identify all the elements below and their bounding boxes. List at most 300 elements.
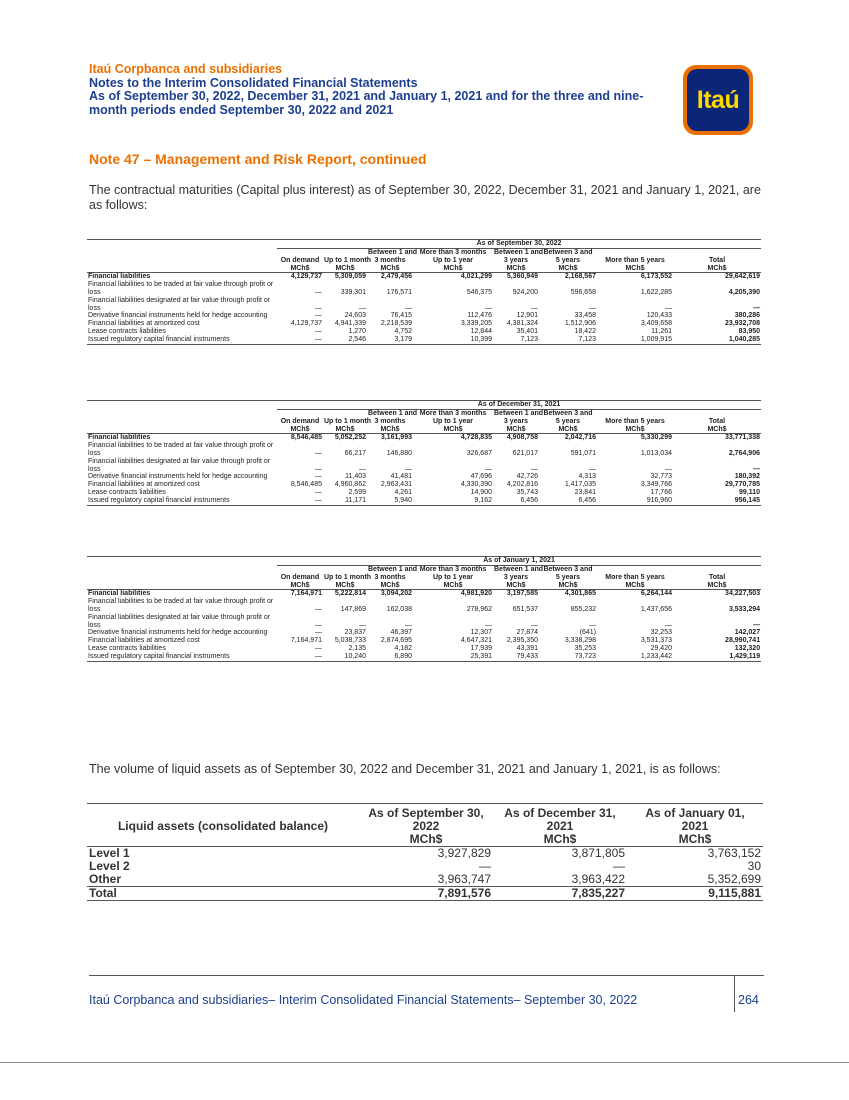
document-header [89,63,643,117]
unit-label: MCh$ [323,426,367,434]
row-label: Level 2 [89,859,130,873]
table-row [87,297,761,313]
row-value: 5,309,059 [334,273,366,281]
row-value: 35,743 [516,488,538,496]
row-value: 1,009,915 [597,336,673,344]
unit-label: MCh$ [493,265,539,273]
row-value: 4,981,920 [460,590,492,598]
row-value: 3,963,422 [571,872,625,886]
column-header: Up to 1 year [432,417,474,425]
row-value: — [479,859,491,873]
itau-logo [683,65,753,135]
liquid-assets-intro: The volume of liquid assets as of September 30, 2022 and December 31, 2021 and January 1, 2021, is as follows: [89,762,721,776]
column-header-row [87,257,761,265]
column-header [673,410,761,418]
row-value: 3,871,805 [571,846,625,860]
table-row [87,458,761,474]
row-value: 29,642,619 [725,273,761,281]
row-value: 35,253 [574,644,596,652]
row-value: 3,179 [367,336,413,344]
row-value: 6,173,552 [640,273,672,281]
table-caption-row [87,401,761,410]
column-header: More than 5 years [605,417,665,425]
row-value: 546,375 [466,288,492,296]
column-header: Between 1 and [368,566,418,573]
row-value: — [665,465,672,473]
column-header: Between 1 and [494,249,544,256]
unit-sep: MCh$ [359,833,493,847]
row-value: 3,963,747 [437,872,491,886]
row-value: 7,835,227 [493,887,627,901]
table-row [87,653,761,661]
row-label: Derivative financial instruments held for hedge accounting [88,312,268,320]
row-value: 5,352,699 [707,872,761,886]
row-value: 1,013,034 [640,449,672,457]
row-label: Derivative financial instruments held for hedge accounting [88,473,268,481]
row-value: — [485,304,492,312]
row-value: 3,531,373 [640,637,672,645]
column-header: 5 years [555,256,581,264]
row-label: Financial liabilities [88,434,151,442]
footer-divider [89,975,764,976]
table-row [87,489,761,497]
row-value: 5,038,733 [334,637,366,645]
caption-spacer [87,557,277,566]
row-value: 12,307 [470,629,492,637]
unit-spacer [87,426,277,434]
row-value: — [405,621,412,629]
row-value: 380,286 [734,312,761,320]
row-value: 23,841 [574,488,596,496]
row-label: Financial liabilities designated at fair value through profit or loss [88,296,271,312]
year-sep: 2022 [412,819,440,833]
row-value: 591,071 [570,449,596,457]
row-value: 2,395,350 [506,637,538,645]
column-header [323,410,367,418]
table-total-row [87,434,761,442]
company-name: Itaú Corpbanca and subsidiaries [89,62,283,76]
unit-jan: MCh$ [627,833,763,847]
table-total-row [87,273,761,281]
row-value: 1,429,119 [673,653,761,661]
row-value: — [665,304,672,312]
row-value: 14,900 [470,488,492,496]
column-header [673,249,761,257]
column-header: 5 years [555,417,581,425]
unit-label: MCh$ [539,265,597,273]
row-label: Financial liabilities designated at fair value through profit or loss [88,613,271,629]
row-value: 4,381,324 [506,320,538,328]
unit-label: MCh$ [539,426,597,434]
row-value: 916,960 [597,497,673,505]
row-value: 278,962 [466,605,492,613]
column-header: Total [708,417,726,425]
unit-label: MCh$ [493,582,539,590]
column-header: Between 3 and [543,566,593,573]
row-value: 7,891,576 [359,887,493,901]
row-value: 112,476 [467,312,492,320]
row-value: — [315,465,322,473]
unit-label: MCh$ [323,265,367,273]
row-value: 132,320 [734,644,761,652]
unit-label: MCh$ [673,582,761,590]
column-header: Up to 1 month [324,573,372,581]
row-value: 32,773 [650,473,672,481]
row-label: Financial liabilities to be traded at fair value through profit or loss [88,598,274,613]
liquid-unit-row [87,833,763,847]
unit-label: MCh$ [597,582,673,590]
column-header: More than 3 months [419,249,487,256]
column-header [277,566,323,574]
table-row [87,598,761,614]
table-row [87,645,761,653]
row-value: 30 [747,859,761,873]
row-value: — [589,465,596,473]
col-head-sep: As of September 30, [359,804,493,821]
table-row [87,281,761,297]
row-value: 9,162 [413,497,493,505]
row-value: — [315,288,322,296]
row-value: 2,874,695 [380,637,412,645]
row-value: 120,433 [646,312,672,320]
unit-label: MCh$ [597,265,673,273]
row-value: — [315,312,322,320]
column-header: More than 5 years [605,573,665,581]
row-value: 6,890 [367,653,413,661]
unit-label: MCh$ [673,426,761,434]
row-value: 29,770,785 [724,481,760,489]
row-label: Financial liabilities [88,273,151,281]
table-caption: As of September 30, 2022 [277,240,761,249]
row-value: 3,094,202 [380,590,412,598]
table-row [87,442,761,458]
row-value: 339,301 [340,288,366,296]
row-value: 2,599 [348,488,366,496]
row-value: 1,233,442 [597,653,673,661]
row-value: 9,115,881 [627,887,763,901]
column-header: 3 months [374,256,406,264]
row-label: Lease contracts liabilities [88,488,166,496]
row-value: — [531,465,538,473]
row-value: 1,512,906 [564,320,596,328]
unit-label: MCh$ [367,582,413,590]
row-value: 176,571 [386,288,412,296]
row-value: 17,766 [650,488,672,496]
row-value: 4,202,816 [506,481,538,489]
unit-dec: MCh$ [493,833,627,847]
column-header: Up to 1 month [324,417,372,425]
unit-label: MCh$ [367,265,413,273]
row-value: 3,339,205 [460,320,492,328]
row-value: 79,433 [493,653,539,661]
table-row [87,497,761,505]
row-value: 4,182 [394,644,412,652]
column-header: On demand [280,256,320,264]
row-value: 3,763,152 [707,846,761,860]
year-dec: 2021 [546,819,574,833]
table-total-row [87,590,761,598]
row-label: Issued regulatory capital financial instruments [87,653,277,661]
header-line-2: Notes to the Interim Consolidated Financial Statements [89,75,418,90]
row-value: — [753,465,760,473]
unit-label: MCh$ [277,582,323,590]
table-row [87,336,761,344]
page-number: 264 [738,993,759,1007]
row-value: 596,658 [570,288,596,296]
column-header [323,249,367,257]
row-value: 24,603 [344,312,366,320]
unit-label: MCh$ [413,582,493,590]
row-value: 2,963,431 [380,481,412,489]
column-header: Up to 1 year [432,573,474,581]
column-header [323,566,367,574]
row-value: — [277,497,323,505]
unit-spacer [87,582,277,590]
unit-row [87,426,761,434]
row-value: 855,232 [570,605,596,613]
column-header: Between 1 and [368,249,418,256]
header-line-4: month periods ended September 30, 2022 and 2021 [89,102,394,117]
row-label: Financial liabilities at amortized cost [88,320,200,328]
table-row [87,473,761,481]
unit-spacer [87,265,277,273]
row-value: 1,417,035 [564,481,596,489]
row-value: — [359,465,366,473]
row-value: 11,171 [323,497,367,505]
maturity-table [87,239,761,345]
row-label: Financial liabilities at amortized cost [88,637,200,645]
unit-row [87,265,761,273]
row-value: 1,270 [348,327,366,335]
column-header: More than 3 months [419,566,487,573]
row-value: 4,301,865 [564,590,596,598]
column-header: Between 1 and [368,410,418,417]
row-label: Issued regulatory capital financial instruments [87,497,277,505]
table-row [87,481,761,489]
itau-logo-text: Itaú [687,69,749,131]
row-value: 7,164,971 [290,590,322,598]
row-value: 162,038 [386,605,412,613]
row-label: Level 1 [89,846,130,860]
row-value: 5,222,814 [334,590,366,598]
row-value: 76,415 [390,312,412,320]
row-label: Other [89,872,122,886]
liquid-row-other [87,873,763,887]
column-header: Between 1 and [494,410,544,417]
row-value: 5,052,252 [334,434,366,442]
column-header: 3 years [503,256,529,264]
row-label: Issued regulatory capital financial instruments [87,336,277,344]
row-value: — [315,605,322,613]
row-value: 956,145 [673,497,761,505]
row-value: — [315,621,322,629]
unit-label: MCh$ [493,426,539,434]
row-value: 27,874 [516,629,538,637]
row-value: 3,197,585 [506,590,538,598]
row-value: 924,200 [512,288,538,296]
liquid-row-level1 [87,847,763,861]
row-value: 35,401 [516,327,538,335]
row-value: — [405,304,412,312]
column-header: Up to 1 month [324,256,372,264]
caption-spacer [87,401,277,410]
row-value: 4,908,758 [506,434,538,442]
row-value: 2,218,539 [380,320,412,328]
row-value: — [405,465,412,473]
row-value: 3,161,993 [380,434,412,442]
column-header [597,566,673,574]
row-value: — [277,336,323,344]
row-value: 2,546 [323,336,367,344]
row-value: 4,728,835 [460,434,492,442]
unit-label: MCh$ [413,265,493,273]
row-value: 147,869 [340,605,366,613]
column-header: 3 months [374,417,406,425]
column-header: Between 3 and [543,249,593,256]
liquid-row-total [87,887,763,901]
row-value: 33,458 [574,312,596,320]
column-header: Between 3 and [543,410,593,417]
header-spacer [87,566,277,574]
table-row [87,614,761,630]
row-value: 7,123 [493,336,539,344]
row-label: Total [87,887,359,901]
page-bottom-rule [0,1062,849,1063]
row-value: 4,941,339 [334,320,366,328]
column-header [277,249,323,257]
intro-paragraph: The contractual maturities (Capital plus interest) as of September 30, 2022, December 31, 2021 and January 1, 2021, are as follows: [89,183,761,212]
row-value: 41,481 [390,473,412,481]
row-value: 28,990,741 [725,637,761,645]
row-value: — [315,304,322,312]
row-value: 34,227,503 [725,590,761,598]
note-title: Note 47 – Management and Risk Report, continued [89,151,427,167]
row-value: 99,110 [738,488,760,496]
row-value: 4,647,321 [460,637,492,645]
header-line-3: As of September 30, 2022, December 31, 2021 and January 1, 2021 and for the three and nine- [89,89,644,104]
column-header: Total [708,256,726,264]
row-value: — [359,621,366,629]
row-value: 8,546,485 [290,434,322,442]
column-header [597,249,673,257]
row-value: 4,129,737 [290,320,322,328]
row-value: 2,168,567 [564,273,596,281]
row-value: 6,456 [493,497,539,505]
header-spacer [87,418,277,426]
row-value: 6,456 [539,497,597,505]
row-value: 18,422 [574,327,596,335]
column-header-row [87,418,761,426]
row-value: 4,313 [578,473,596,481]
row-value: 5,360,949 [506,273,538,281]
row-value: 3,349,766 [640,481,672,489]
row-value: 651,537 [512,605,538,613]
row-value: 10,399 [413,336,493,344]
column-header: More than 3 months [419,410,487,417]
unit-label: MCh$ [597,426,673,434]
row-value: — [315,488,322,496]
row-value: 6,264,144 [640,590,672,598]
unit-label: MCh$ [367,426,413,434]
column-header-row [87,410,761,418]
row-label: Lease contracts liabilities [88,644,166,652]
row-label: Financial liabilities at amortized cost [88,481,200,489]
liquid-title: Liquid assets (consolidated balance) [117,819,329,833]
row-value: 29,420 [650,644,672,652]
year-jan: 2021 [681,819,709,833]
row-value: 32,253 [650,629,672,637]
row-value: 83,950 [738,327,761,335]
row-value: 47,696 [470,473,492,481]
row-value: 4,330,390 [460,481,492,489]
row-value: 33,771,338 [724,434,760,442]
row-value: 11,261 [651,327,672,335]
row-value: 1,040,285 [673,336,761,344]
row-value: 4,021,299 [460,273,492,281]
table-caption: As of January 1, 2021 [277,557,761,566]
row-value: 3,927,829 [437,846,491,860]
row-value: 7,123 [539,336,597,344]
column-header: On demand [280,573,320,581]
row-value: 4,752 [394,327,412,335]
row-label: Financial liabilities [88,590,151,598]
row-value: 326,687 [466,449,492,457]
row-value: 4,129,737 [290,273,322,281]
row-value: 43,391 [516,644,538,652]
table-caption: As of December 31, 2021 [277,401,761,410]
unit-label: MCh$ [323,582,367,590]
row-value: — [359,304,366,312]
caption-spacer [87,240,277,249]
row-value: 2,135 [348,644,366,652]
unit-label: MCh$ [413,426,493,434]
row-label: Financial liabilities to be traded at fair value through profit or loss [88,442,274,457]
table-caption-row [87,557,761,566]
row-value: — [531,621,538,629]
column-header [597,410,673,418]
row-value: 2,764,906 [728,449,760,457]
liquid-header-row [87,804,763,821]
row-value: 621,017 [512,449,538,457]
row-value: 4,960,862 [334,481,366,489]
row-value: 4,205,390 [728,288,761,296]
col-head-jan: As of January 01, [627,804,763,821]
row-value: — [315,449,322,457]
header-spacer [87,257,277,265]
row-value: 66,217 [344,449,366,457]
column-header: 3 years [503,573,529,581]
table-row [87,629,761,637]
row-value: 142,027 [734,629,761,637]
row-value: 180,392 [734,473,760,481]
unit-row [87,582,761,590]
column-header-row [87,249,761,257]
row-value: — [277,653,323,661]
row-value: 8,546,485 [290,481,322,489]
unit-label: MCh$ [539,582,597,590]
column-header [277,410,323,418]
row-value: 146,880 [386,449,412,457]
column-header: 5 years [555,573,581,581]
row-value: 12,901 [516,312,538,320]
unit-label: MCh$ [277,426,323,434]
unit-label: MCh$ [277,265,323,273]
footer-text: Itaú Corpbanca and subsidiaries– Interim Consolidated Financial Statements– September 30, 2022 [89,993,638,1007]
column-header: Between 1 and [494,566,544,573]
row-value: — [485,621,492,629]
column-header-row [87,574,761,582]
row-value: 73,723 [539,653,597,661]
